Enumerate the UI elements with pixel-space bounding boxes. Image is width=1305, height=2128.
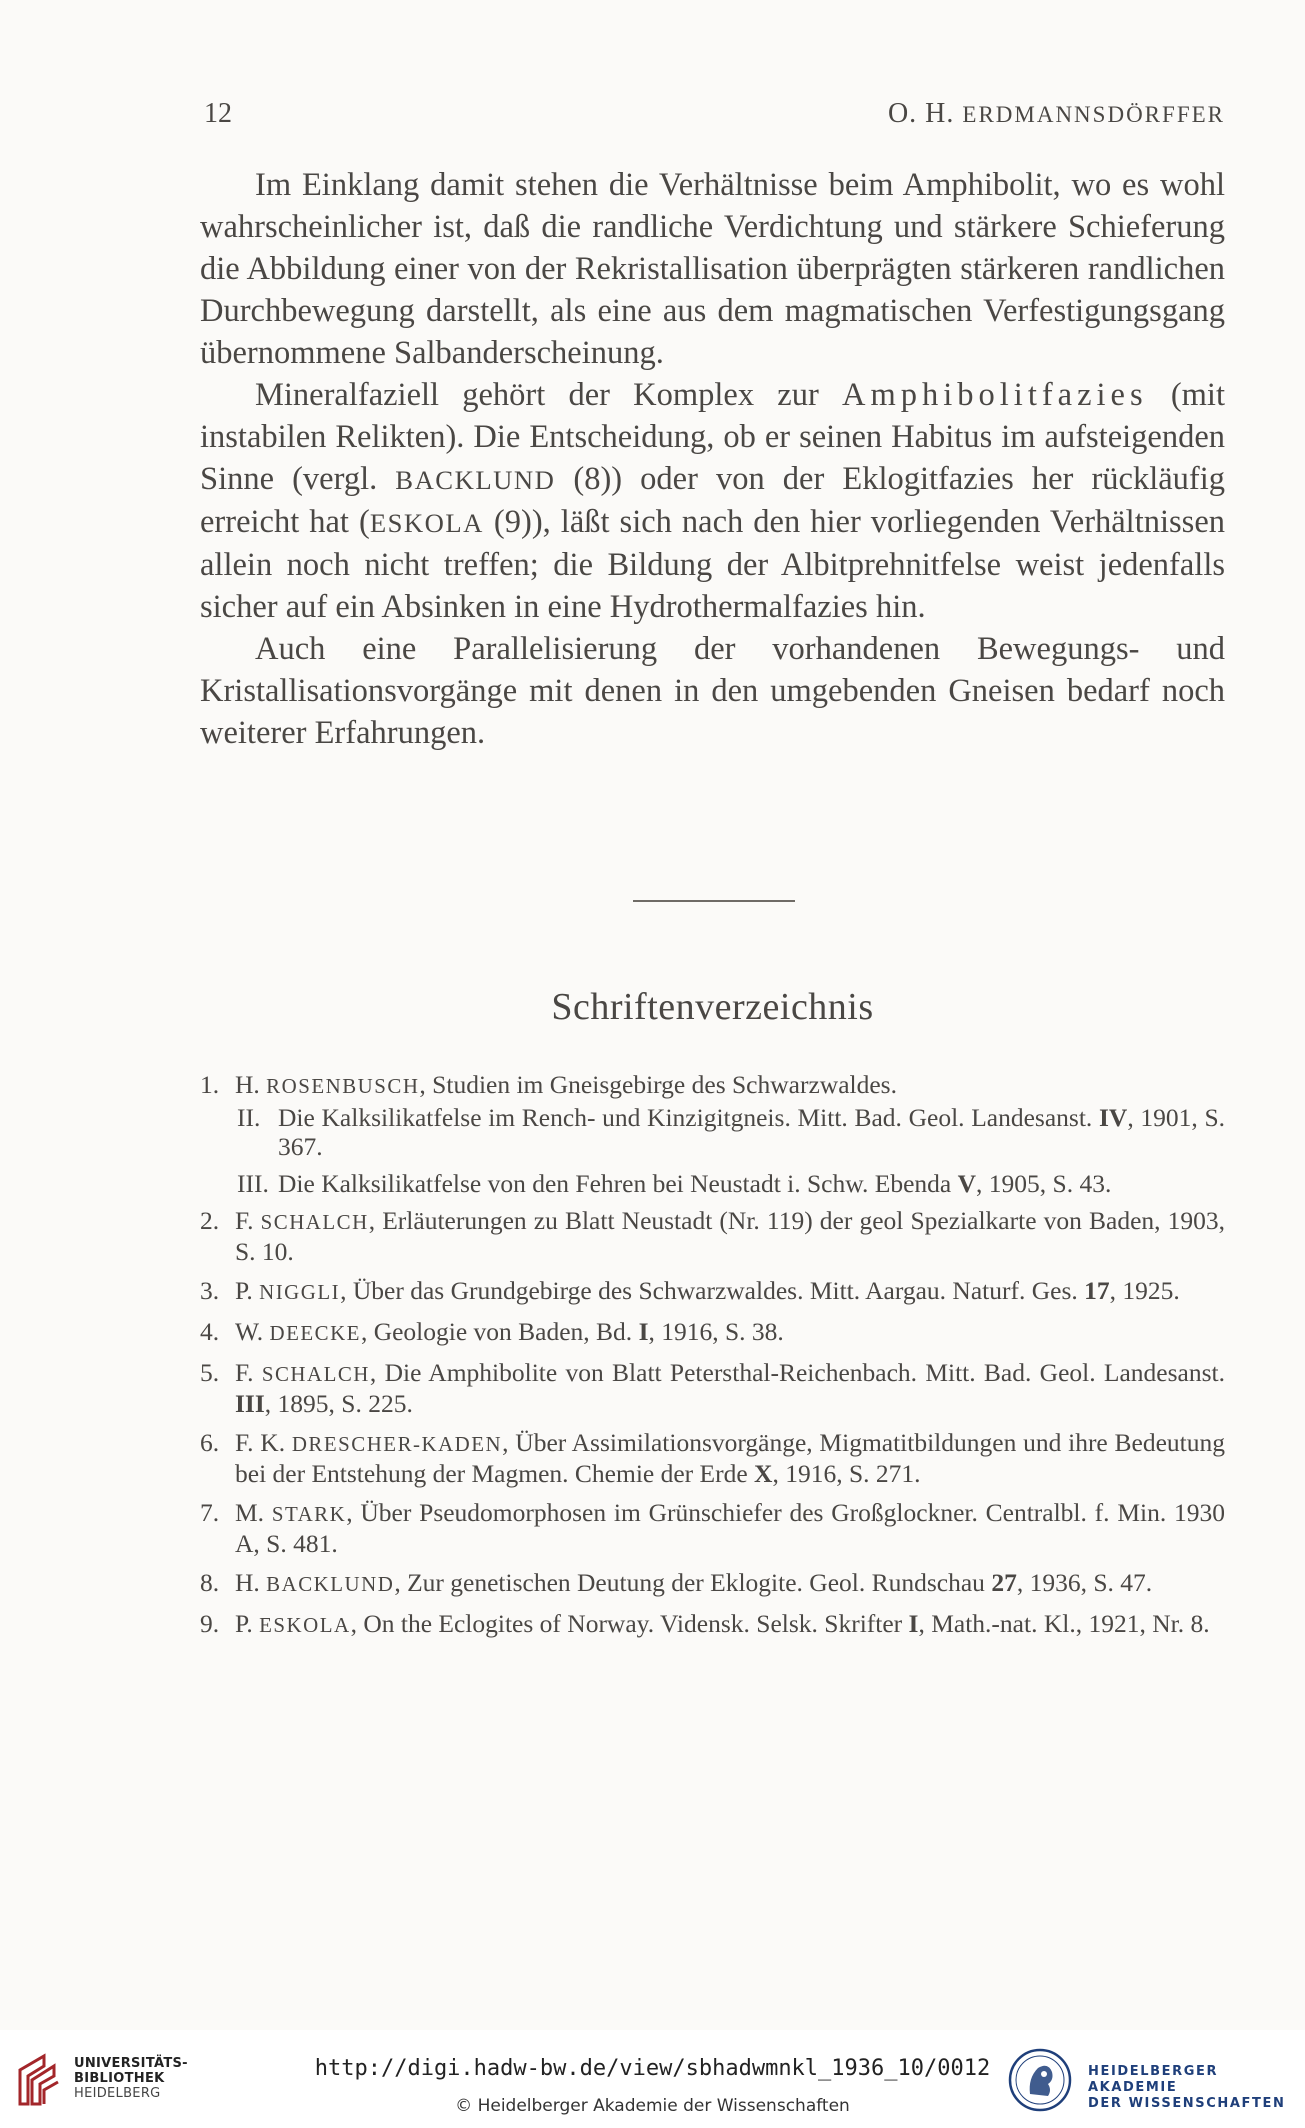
permalink-url[interactable]: http://digi.hadw-bw.de/view/sbhadwmnkl_1936_10/0012 bbox=[314, 2056, 991, 2081]
section-divider bbox=[633, 900, 795, 902]
reference-item: 1. H. ROSENBUSCH, Studien im Gneisgebirge des Schwarzwaldes. bbox=[200, 1070, 897, 1099]
reference-item: 5. F. SCHALCH, Die Amphibolite von Blatt Petersthal-Reichenbach. Mitt. Bad. Geol. Landesanst. III, 1895, S. 225. bbox=[200, 1358, 1225, 1418]
page-number: 12 bbox=[204, 98, 232, 129]
cited-author: ESKOLA bbox=[369, 508, 484, 538]
reference-item: 7. M. STARK, Über Pseudomorphosen im Grünschiefer des Großglockner. Centralbl. f. Min. 1930 A, S. 481. bbox=[200, 1498, 1225, 1558]
university-library-name: UNIVERSITÄTS- BIBLIOTHEK HEIDELBERG bbox=[74, 2056, 188, 2101]
paragraph-1: Im Einklang damit stehen die Verhältnisse beim Amphibolit, wo es wohl wahrscheinlicher ist, daß die randliche Verdichtung und stärkere Schieferung die Abbildung einer von der Rekristallisation überprägten stärkeren randlichen Durchbewegung darstellt, als eine aus dem magmatischen Verfestigungsgang übernommene Salbanderscheinung. bbox=[200, 167, 1225, 371]
page-header bbox=[200, 98, 1225, 138]
running-head bbox=[888, 98, 1225, 130]
section-title: Schriftenverzeichnis bbox=[551, 986, 874, 1028]
reference-item: 8. H. BACKLUND, Zur genetischen Deutung der Eklogite. Geol. Rundschau 27, 1936, S. 47. bbox=[200, 1568, 1153, 1597]
running-head-initials: O. H. bbox=[887, 98, 963, 129]
copyright-notice: © Heidelberger Akademie der Wissenschaften bbox=[455, 2096, 850, 2116]
body-text bbox=[200, 164, 1225, 754]
reference-item: 9. P. ESKOLA, On the Eclogites of Norway. Vidensk. Selsk. Skrifter I, Math.-nat. Kl., 1921, Nr. 8. bbox=[200, 1609, 1210, 1638]
paragraph-3: Auch eine Parallelisierung der vorhandenen Bewegungs- und Kristallisationsvorgänge mit denen in den umgebenden Gneisen bedarf noch weiterer Erfahrungen. bbox=[200, 631, 1225, 751]
reference-item: 4. W. DEECKE, Geologie von Baden, Bd. I, 1916, S. 38. bbox=[200, 1317, 784, 1346]
academy-seal-icon bbox=[1008, 2048, 1072, 2112]
paragraph-2: Mineralfaziell gehört der Komplex zur Amphibolitfazies (mit instabilen Relikten). Die Entscheidung, ob er seinen Habitus im aufsteigenden Sinne (vergl. BACKLUND (8)) oder von der Eklogitfazies her rückläufig erreicht hat (ESKOLA (9)), läßt sich nach den hier vorliegenden Verhältnissen allein noch nicht treffen; die Bildung der Albitprehnitfelse weist jedenfalls sicher auf ein Absinken in eine Hydrothermalfazies hin. bbox=[200, 377, 1225, 625]
reference-list bbox=[200, 1070, 1225, 1650]
digitization-footer bbox=[0, 2030, 1305, 2128]
reference-item: 6. F. K. DRESCHER-KADEN, Über Assimilationsvorgänge, Migmatitbildungen und ihre Bedeutung bei der Entstehung der Magmen. Chemie der Erde X, 1916, S. 271. bbox=[200, 1428, 1225, 1488]
academy-name: HEIDELBERGER AKADEMIE DER WISSENSCHAFTEN bbox=[1088, 2064, 1286, 2111]
spaced-term: Amphibolitfazies bbox=[841, 377, 1148, 413]
reference-subitem: III. Die Kalksilikatfelse von den Fehren bei Neustadt i. Schw. Ebenda V, 1905, S. 43. bbox=[237, 1169, 1112, 1198]
cited-author: BACKLUND bbox=[395, 465, 556, 495]
reference-item: 2. F. SCHALCH, Erläuterungen zu Blatt Neustadt (Nr. 119) der geol Spezialkarte von Baden, 1903, S. 10. bbox=[200, 1206, 1226, 1266]
reference-item: 3. P. NIGGLI, Über das Grundgebirge des Schwarzwaldes. Mitt. Aargau. Naturf. Ges. 17, 1925. bbox=[200, 1276, 1180, 1305]
reference-subitem: II. Die Kalksilikatfelse im Rench- und Kinzigitgneis. Mitt. Bad. Geol. Landesanst. IV, 1901, S. 367. bbox=[237, 1103, 1226, 1161]
running-head-name: ERDMANNSDÖRFFER bbox=[962, 102, 1225, 127]
